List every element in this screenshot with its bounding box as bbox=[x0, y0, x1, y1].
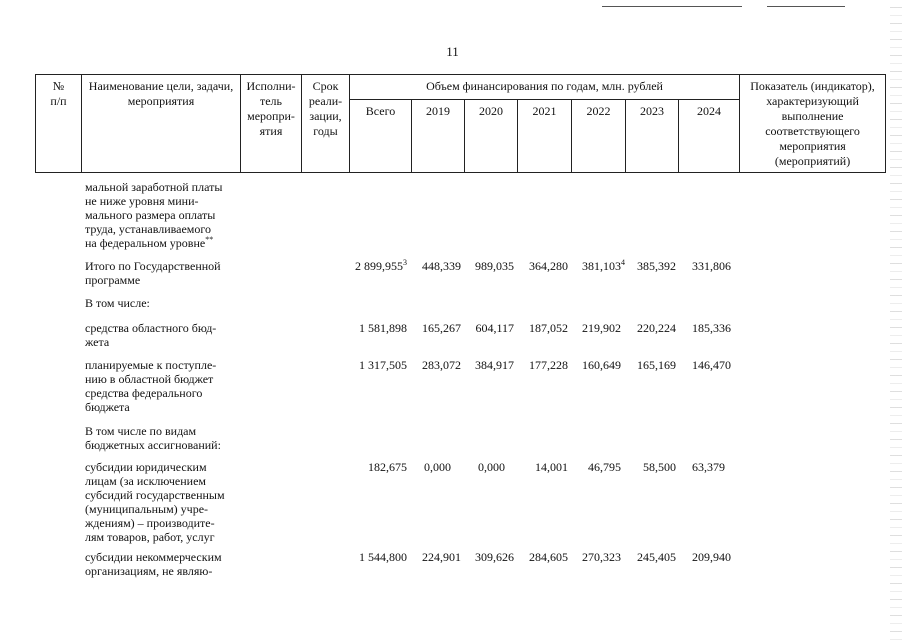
header-year: 2019 bbox=[412, 100, 465, 173]
value-total: 1 581,898 bbox=[359, 321, 407, 335]
value-2024: 63,379 bbox=[692, 460, 725, 474]
table-header bbox=[35, 74, 886, 173]
header-year: 2024 bbox=[679, 100, 740, 173]
value-2021: 364,280 bbox=[529, 259, 568, 273]
page-number: 11 bbox=[446, 44, 459, 59]
value-total: 182,675 bbox=[368, 460, 407, 474]
header-term: Срок реали- зации, годы bbox=[302, 75, 350, 173]
value-2019: 448,339 bbox=[422, 259, 461, 273]
value-total: 1 317,505 bbox=[359, 358, 407, 372]
value-2023: 245,405 bbox=[637, 550, 676, 564]
value-2024: 146,470 bbox=[692, 358, 731, 372]
value-2019: 165,267 bbox=[422, 321, 461, 335]
value-2024: 209,940 bbox=[692, 550, 731, 564]
value-2022: 270,323 bbox=[582, 550, 621, 564]
header-year: 2022 bbox=[572, 100, 626, 173]
value-2022: 381,103$^4$ bbox=[582, 258, 625, 273]
value-2020: 0,000 bbox=[478, 460, 505, 474]
value-total: 1 544,800 bbox=[359, 550, 407, 564]
row-name: Итого по Государственной программе bbox=[85, 259, 221, 287]
row-name: планируемые к поступле- нию в областной бюджет средства федерального бюджета bbox=[85, 358, 217, 414]
row-name: субсидии юридическим лицам (за исключением субсидий государственным (муниципальным) учре- ждениям) – производите- лям товаров, работ, услуг bbox=[85, 460, 225, 544]
value-2023: 385,392 bbox=[637, 259, 676, 273]
value-2019: 224,901 bbox=[422, 550, 461, 564]
header-total: Всего bbox=[350, 100, 412, 173]
header-funding: Объем финансирования по годам, млн. рублей bbox=[350, 75, 740, 100]
value-2022: 160,649 bbox=[582, 358, 621, 372]
value-2020: 604,117 bbox=[475, 321, 514, 335]
value-2020: 384,917 bbox=[475, 358, 514, 372]
header-indicator: Показатель (индикатор), характеризующий выполнение соответствующего мероприятия (мероприятий) bbox=[740, 75, 886, 173]
value-2023: 220,224 bbox=[637, 321, 676, 335]
row-name: мальной заработной платы не ниже уровня мини- мального размера оплаты труда, устанавливаемого на федеральном уровне** bbox=[85, 180, 223, 250]
row-name: средства областного бюд- жета bbox=[85, 321, 217, 349]
value-2021: 284,605 bbox=[529, 550, 568, 564]
value-2024: 185,336 bbox=[692, 321, 731, 335]
value-2020: 989,035 bbox=[475, 259, 514, 273]
header-name: Наименование цели, задачи, мероприятия bbox=[82, 75, 241, 173]
row-name: В том числе: bbox=[85, 296, 150, 310]
scan-line-top-1 bbox=[602, 6, 742, 8]
value-2022: 46,795 bbox=[588, 460, 621, 474]
header-num: № п/п bbox=[36, 75, 82, 173]
value-2024: 331,806 bbox=[692, 259, 731, 273]
value-2019: 283,072 bbox=[422, 358, 461, 372]
value-2019: 0,000 bbox=[424, 460, 451, 474]
value-2023: 58,500 bbox=[643, 460, 676, 474]
header-year: 2020 bbox=[465, 100, 518, 173]
header-executor: Исполни- тель меропри- ятия bbox=[241, 75, 302, 173]
header-year: 2023 bbox=[626, 100, 679, 173]
value-2021: 14,001 bbox=[535, 460, 568, 474]
value-2021: 187,052 bbox=[529, 321, 568, 335]
row-name: В том числе по видам бюджетных ассигнований: bbox=[85, 424, 221, 452]
value-2020: 309,626 bbox=[475, 550, 514, 564]
value-2022: 219,902 bbox=[582, 321, 621, 335]
header-year: 2021 bbox=[518, 100, 572, 173]
value-2021: 177,228 bbox=[529, 358, 568, 372]
value-2023: 165,169 bbox=[637, 358, 676, 372]
scan-edge-artifact bbox=[890, 0, 902, 640]
scan-line-top-2 bbox=[767, 6, 845, 8]
value-total: 2 899,955$^3$ bbox=[355, 258, 407, 273]
row-name: субсидии некоммерческим организациям, не являю- bbox=[85, 550, 222, 578]
